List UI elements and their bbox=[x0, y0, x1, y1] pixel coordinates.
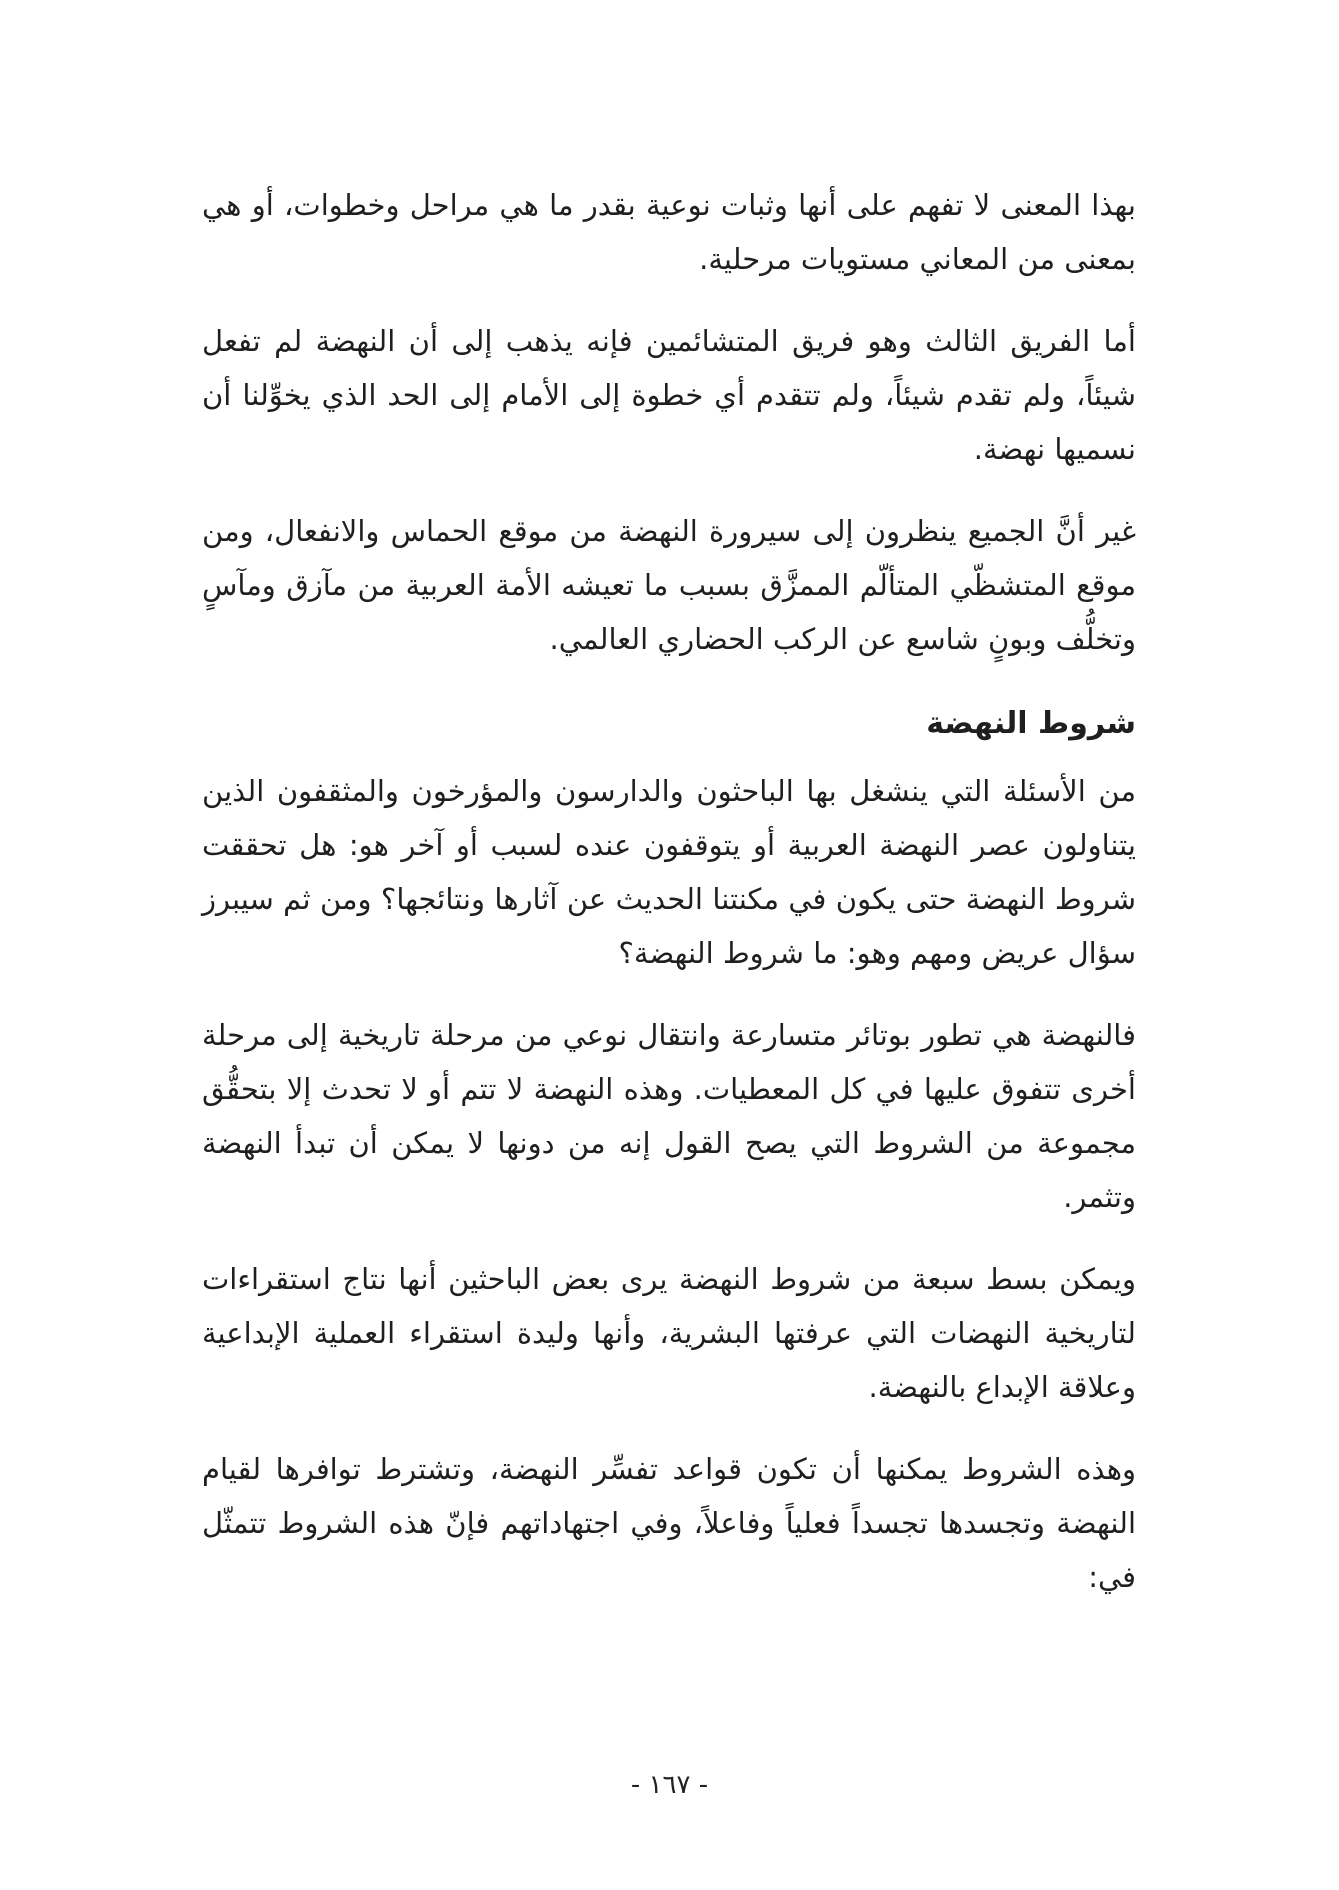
paragraph: ويمكن بسط سبعة من شروط النهضة يرى بعض الباحثين أنها نتاج استقراءات لتاريخية النهضات التي عرفتها البشرية، وأنها وليدة استقراء العملية الإبداعية وعلاقة الإبداع بالنهضة. bbox=[202, 1262, 1136, 1404]
section-heading: شروط النهضة bbox=[926, 706, 1136, 741]
page-body bbox=[202, 178, 1136, 1632]
paragraph: أما الفريق الثالث وهو فريق المتشائمين فإنه يذهب إلى أن النهضة لم تفعل شيئاً، ولم تقدم شيئاً، ولم تتقدم أي خطوة إلى الأمام إلى الحد الذي يخوِّلنا أن نسميها نهضة. bbox=[202, 324, 1136, 466]
page-number: - ١٦٧ - bbox=[630, 1770, 709, 1800]
paragraph: فالنهضة هي تطور بوتائر متسارعة وانتقال نوعي من مرحلة تاريخية إلى مرحلة أخرى تتفوق عليها في كل المعطيات. وهذه النهضة لا تتم أو لا تحدث إلا بتحقُّق مجموعة من الشروط التي يصح القول إنه من دونها لا يمكن أن تبدأ النهضة وتثمر. bbox=[202, 1018, 1136, 1214]
paragraph: بهذا المعنى لا تفهم على أنها وثبات نوعية بقدر ما هي مراحل وخطوات، أو هي بمعنى من المعاني مستويات مرحلية. bbox=[202, 188, 1136, 276]
paragraph: غير أنَّ الجميع ينظرون إلى سيرورة النهضة من موقع الحماس والانفعال، ومن موقع المتشظّي المتألّم الممزَّق بسبب ما تعيشه الأمة العربية من مآزق ومآسٍ وتخلُّف وبونٍ شاسع عن الركب الحضاري العالمي. bbox=[202, 514, 1136, 656]
paragraph: من الأسئلة التي ينشغل بها الباحثون والدارسون والمؤرخون والمثقفون الذين يتناولون عصر النهضة العربية أو يتوقفون عنده لسبب أو آخر هو: هل تحققت شروط النهضة حتى يكون في مكنتنا الحديث عن آثارها ونتائجها؟ ومن ثم سيبرز سؤال عريض ومهم وهو: ما شروط النهضة؟ bbox=[202, 774, 1136, 970]
paragraph: وهذه الشروط يمكنها أن تكون قواعد تفسِّر النهضة، وتشترط توافرها لقيام النهضة وتجسدها تجسداً فعلياً وفاعلاً، وفي اجتهاداتهم فإنّ هذه الشروط تتمثّل في: bbox=[202, 1452, 1136, 1594]
